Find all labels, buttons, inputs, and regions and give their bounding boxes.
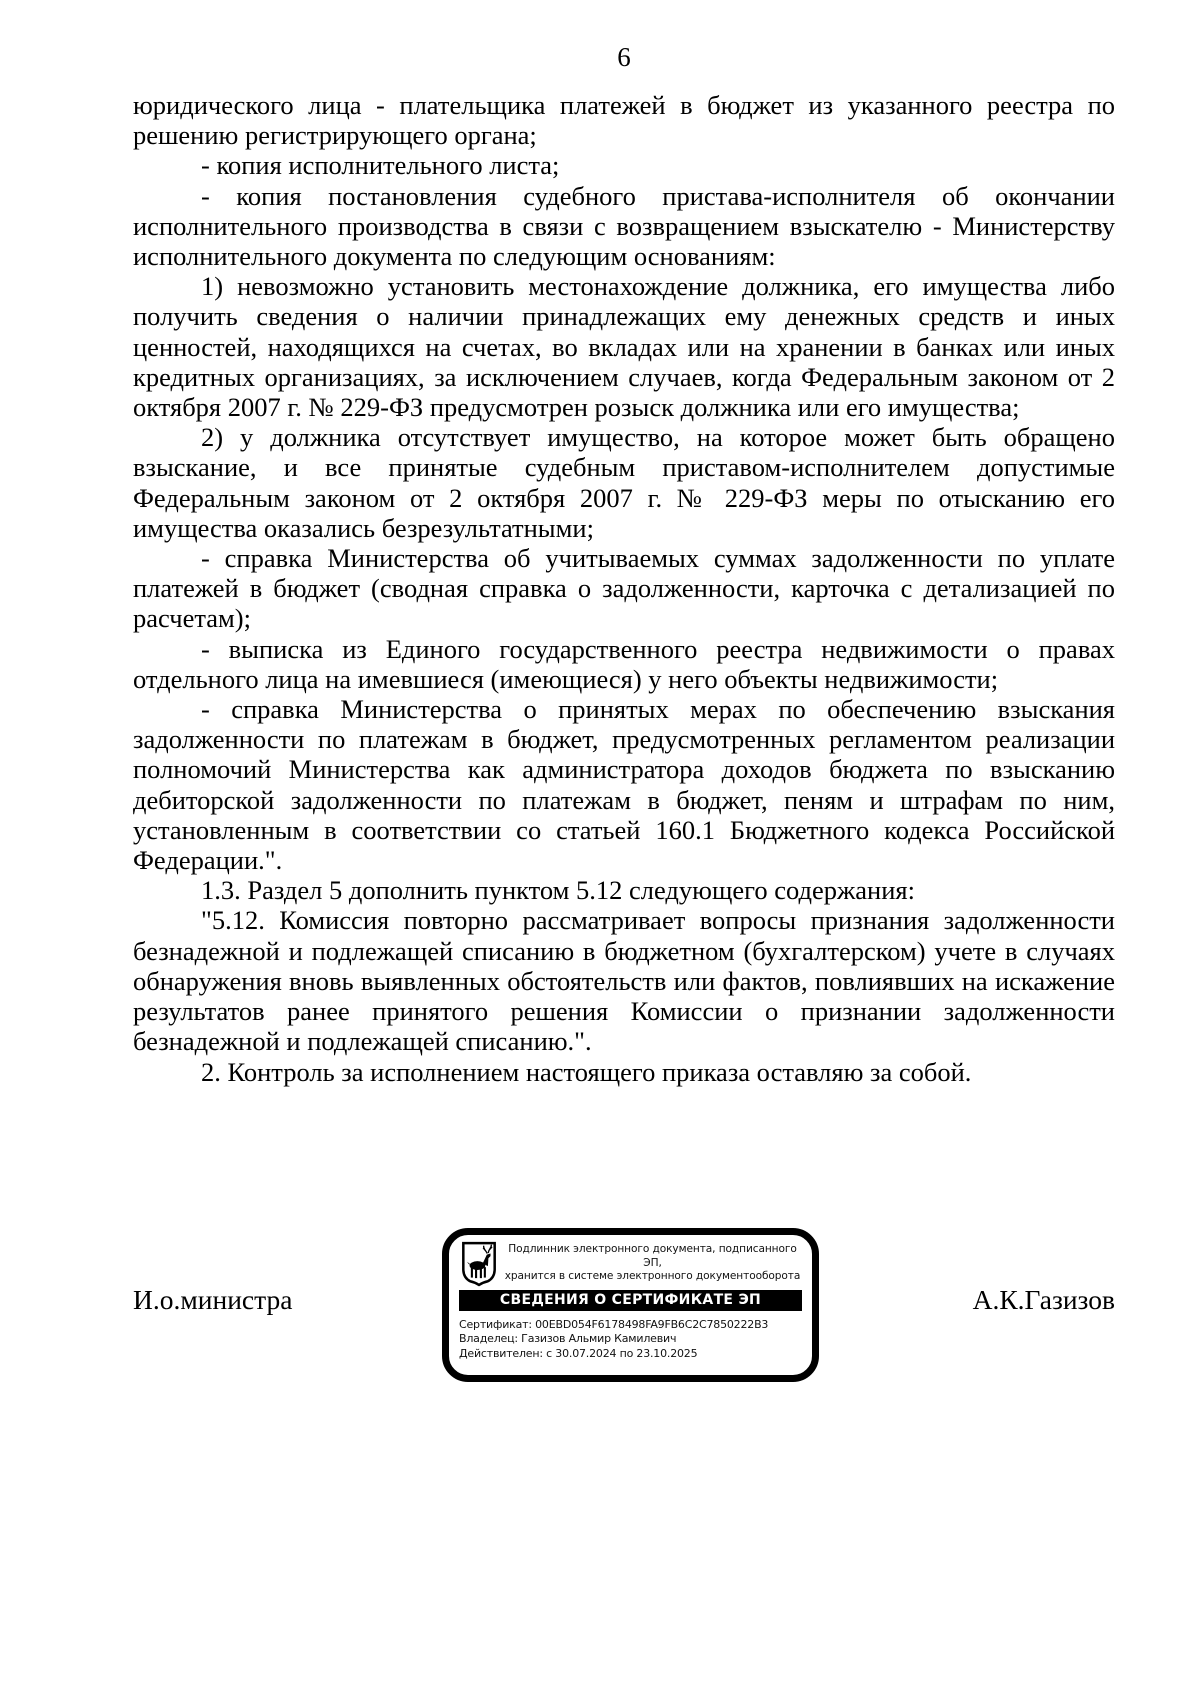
- certificate-validity: Действителен: с 30.07.2024 по 23.10.2025: [459, 1346, 698, 1360]
- paragraph: - выписка из Единого государственного реестра недвижимости о правах отдельного лица на имевшиеся (имеющиеся) у него объекты недвижимости;: [133, 633, 1115, 694]
- paragraph: - копия постановления судебного пристава-исполнителя об окончании исполнительного производства в связи с возвращением взыскателю - Министерству исполнительного документа по следующим основаниям:: [133, 180, 1115, 272]
- stamp-header-section: [459, 1240, 802, 1287]
- document-body: [133, 90, 1115, 1087]
- stamp-header-line2: хранится в системе электронного документооборота: [504, 1270, 801, 1283]
- page-number: 6: [617, 42, 631, 72]
- paragraph: 2) у должника отсутствует имущество, на которое может быть обращено взыскание, и все принятые судебным приставом-исполнителем допустимые Федеральным законом от 2 октября 2007 г. № 229-ФЗ меры по отысканию его имущества оказались безрезультатными;: [133, 422, 1115, 543]
- stamp-header-text: [503, 1243, 802, 1284]
- paragraph: 1) невозможно установить местонахождение должника, его имущества либо получить сведения о наличии принадлежащих ему денежных средств и иных ценностей, находящихся на счетах, во вкладах или на хранении в банках или иных кредитных организациях, за исключением случаев, когда Федеральным законом от 2 октября 2007 г. № 229-ФЗ предусмотрен розыск должника или его имущества;: [133, 271, 1115, 423]
- certificate-number: Сертификат: 00EBD054F6178498FA9FB6C2C7850222B3: [459, 1318, 769, 1331]
- paragraph: юридического лица - плательщика платежей в бюджет из указанного реестра по решению регистрирующего органа;: [133, 90, 1115, 151]
- paragraph: - копия исполнительного листа;: [201, 150, 560, 181]
- paragraph: - справка Министерства о принятых мерах по обеспечению взыскания задолженности по платежам в бюджет, предусмотренных регламентом реализации полномочий Министерства как администратора доходов бюджета по взысканию дебиторской задолженности по платежам в бюджет, пеням и штрафам по ним, установленным в соответствии со статьей 160.1 Бюджетного кодекса Российской Федерации.".: [133, 694, 1115, 876]
- stamp-header-line1: Подлинник электронного документа, подписанного ЭП,: [508, 1243, 797, 1269]
- deer-coat-of-arms-icon: [461, 1241, 497, 1287]
- certificate-details: [459, 1318, 802, 1361]
- paragraph: - справка Министерства об учитываемых суммах задолженности по уплате платежей в бюджет (сводная справка о задолженности, карточка с детализацией по расчетам);: [133, 543, 1115, 634]
- paragraph: 2. Контроль за исполнением настоящего приказа оставляю за собой.: [201, 1056, 972, 1087]
- electronic-signature-stamp: [442, 1228, 819, 1382]
- signature-name: А.К.Газизов: [972, 1284, 1115, 1315]
- signature-position-title: И.о.министра: [133, 1284, 293, 1315]
- certificate-owner: Владелец: Газизов Альмир Камилевич: [459, 1332, 677, 1346]
- certificate-info-bar: СВЕДЕНИЯ О СЕРТИФИКАТЕ ЭП: [459, 1290, 802, 1311]
- paragraph: "5.12. Комиссия повторно рассматривает вопросы признания задолженности безнадежной и подлежащей списанию в бюджетном (бухгалтерском) учете в случаях обнаружения вновь выявленных обстоятельств или фактов, повлиявших на искажение результатов ранее принятого решения Комиссии о признании задолженности безнадежной и подлежащей списанию.".: [133, 905, 1115, 1057]
- paragraph: 1.3. Раздел 5 дополнить пунктом 5.12 следующего содержания:: [201, 875, 915, 906]
